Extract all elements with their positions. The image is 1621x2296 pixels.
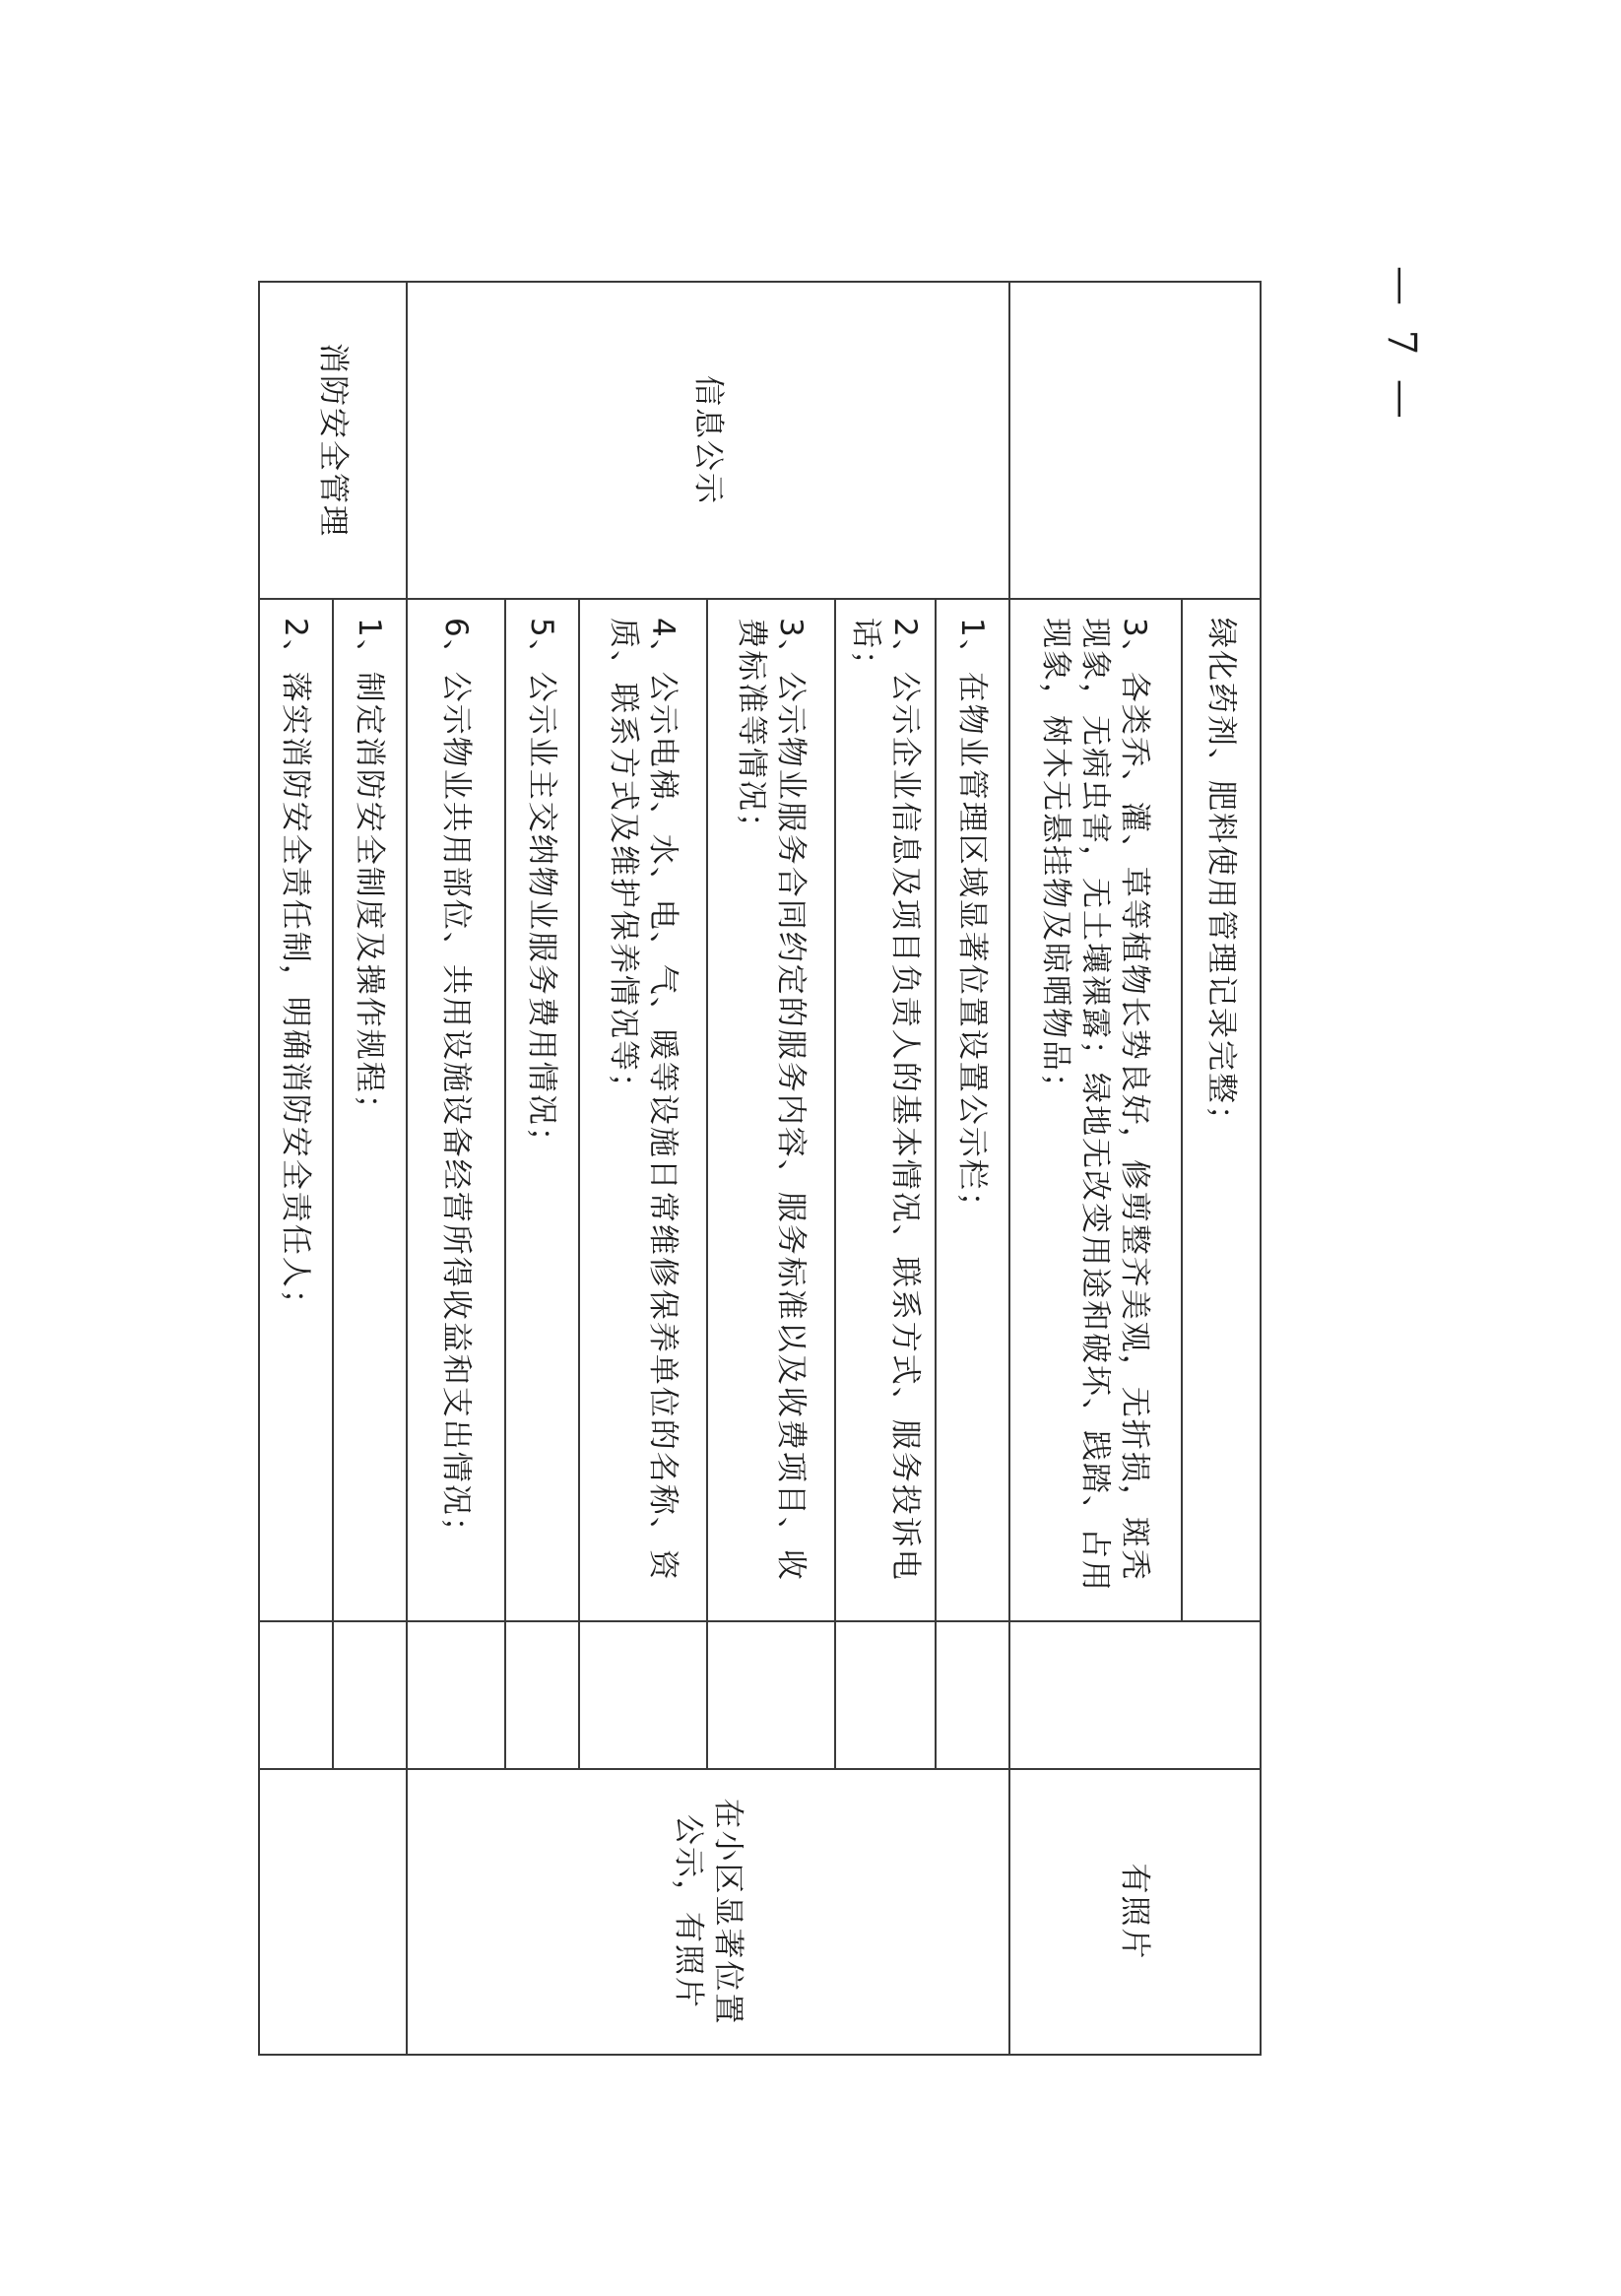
requirement-cell: 6、公示物业共用部位、共用设施设备经营所得收益和支出情况；	[407, 599, 505, 1621]
standards-table	[258, 281, 1262, 2056]
requirement-cell: 3、公示物业服务合同约定的服务内容、服务标准以及收费项目、收费标准等情况；	[707, 599, 835, 1621]
standard-cell	[707, 1621, 835, 1769]
category-cell: 信息公示	[407, 282, 1009, 599]
requirement-cell: 3、各类乔、灌、草等植物长势良好，修剪整齐美观，无折损，斑秃现象，无病虫害，无土壤裸露；绿地无改变用途和破坏、践踏、占用现象，树木无悬挂物及晾晒物品；	[1009, 599, 1182, 1621]
requirement-cell: 5、公示业主交纳物业服务费用情况；	[505, 599, 579, 1621]
standard-cell	[333, 1621, 407, 1769]
requirement-cell: 2、落实消防安全责任制，明确消防安全责任人；	[259, 599, 333, 1621]
requirement-cell: 绿化药剂、肥料使用管理记录完整；	[1182, 599, 1261, 1621]
standard-cell	[1009, 1621, 1261, 1769]
category-cell	[1009, 282, 1261, 599]
remark-cell: 有照片	[1009, 1769, 1261, 2055]
standard-cell	[835, 1621, 936, 1769]
remark-cell	[259, 1769, 407, 2055]
table-row	[333, 282, 407, 2055]
table-row	[936, 282, 1009, 2055]
standard-cell	[407, 1621, 505, 1769]
requirement-cell: 4、公示电梯、水、电、气、暖等设施日常维修保养单位的名称、资质、联系方式及维护保养情况等；	[579, 599, 707, 1621]
category-cell: 消防安全管理	[259, 282, 407, 599]
requirement-cell: 1、在物业管理区域显著位置设置公示栏；	[936, 599, 1009, 1621]
requirement-cell: 1、制定消防安全制度及操作规程；	[333, 599, 407, 1621]
requirement-cell: 2、公示企业信息及项目负责人的基本情况、联系方式、服务投诉电话；	[835, 599, 936, 1621]
remark-cell: 在小区显著位置公示，有照片	[407, 1769, 1009, 2055]
table-row	[1182, 282, 1261, 2055]
standard-cell	[936, 1621, 1009, 1769]
standard-cell	[259, 1621, 333, 1769]
standard-cell	[505, 1621, 579, 1769]
standard-cell	[579, 1621, 707, 1769]
page-number: — 7 —	[1379, 266, 1424, 425]
